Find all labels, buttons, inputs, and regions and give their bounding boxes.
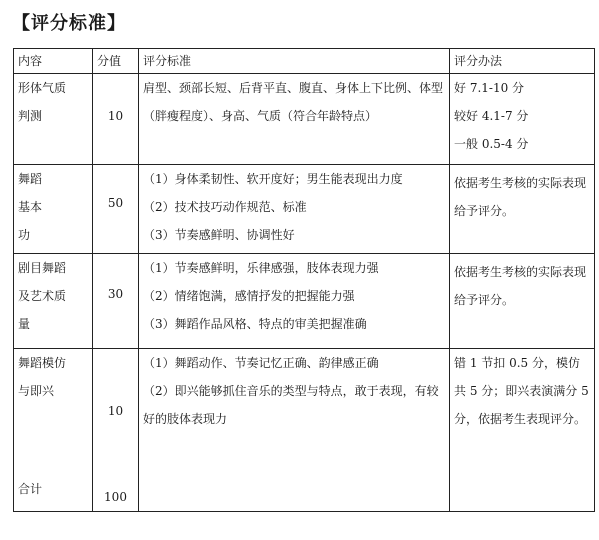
header-content: 内容 bbox=[14, 49, 93, 74]
row-criteria bbox=[139, 349, 450, 512]
row-method bbox=[450, 254, 595, 349]
table-row bbox=[14, 254, 595, 349]
row-criteria bbox=[139, 74, 450, 165]
total-score: 100 bbox=[104, 490, 127, 504]
table-row bbox=[14, 349, 595, 512]
method-line: 较好 4.1-7 分 bbox=[454, 109, 529, 123]
row-content-text: 舞蹈模仿 与即兴 bbox=[18, 356, 67, 398]
row-score bbox=[93, 165, 139, 254]
row-criteria bbox=[139, 254, 450, 349]
row-method bbox=[450, 74, 595, 165]
method-text: 依据考生考核的实际表现给予评分。 bbox=[454, 265, 587, 307]
page-title: 【评分标准】 bbox=[12, 13, 126, 34]
row-score bbox=[93, 349, 139, 512]
scoring-table bbox=[13, 48, 595, 512]
row-score bbox=[93, 254, 139, 349]
row-content: 剧目舞蹈 及艺术质 量 bbox=[14, 254, 93, 349]
row-method bbox=[450, 165, 595, 254]
header-score: 分值 bbox=[93, 49, 139, 74]
row-content: 形体气质 判测 bbox=[14, 74, 93, 165]
method-line: 好 7.1-10 分 bbox=[454, 81, 525, 95]
row-criteria bbox=[139, 165, 450, 254]
method-text: 依据考生考核的实际表现给予评分。 bbox=[454, 176, 587, 218]
criteria-item: （3）舞蹈作品风格、特点的审美把握准确 bbox=[143, 317, 367, 331]
header-method: 评分办法 bbox=[450, 49, 595, 74]
criteria-item: （1）节奏感鲜明，乐律感强，肢体表现力强 bbox=[143, 261, 379, 275]
row-content bbox=[14, 349, 93, 512]
criteria-item: （3）节奏感鲜明、协调性好 bbox=[143, 228, 295, 242]
row-score bbox=[93, 74, 139, 165]
criteria-item: （2）情绪饱满，感情抒发的把握能力强 bbox=[143, 289, 355, 303]
method-line: 一般 0.5-4 分 bbox=[454, 137, 529, 151]
table-row bbox=[14, 74, 595, 165]
row-method bbox=[450, 349, 595, 512]
total-label: 合计 bbox=[18, 482, 43, 496]
row-content: 舞蹈 基本 功 bbox=[14, 165, 93, 254]
criteria-item: （1）身体柔韧性、软开度好；男生能表现出力度 bbox=[143, 172, 403, 186]
row-score-value: 10 bbox=[107, 404, 124, 418]
row-score-value: 30 bbox=[107, 287, 124, 301]
header-criteria: 评分标准 bbox=[139, 49, 450, 74]
criteria-item: （2）技术技巧动作规范、标准 bbox=[143, 200, 307, 214]
row-score-value: 10 bbox=[107, 109, 124, 123]
table-header-row bbox=[14, 49, 595, 74]
table-row bbox=[14, 165, 595, 254]
criteria-item: 肩型、颈部长短、后背平直、腹直、身体上下比例、体型（胖瘦程度）、身高、气质（符合年龄特点） bbox=[143, 81, 444, 123]
row-score-value: 50 bbox=[107, 196, 124, 210]
method-text: 错 1 节扣 0.5 分，模仿共 5 分；即兴表演满分 5 分，依据考生表现评分。 bbox=[454, 356, 589, 426]
criteria-item: （1）舞蹈动作、节奏记忆正确、韵律感正确 bbox=[143, 356, 379, 370]
criteria-item: （2）即兴能够抓住音乐的类型与特点，敢于表现，有较好的肢体表现力 bbox=[143, 384, 439, 426]
